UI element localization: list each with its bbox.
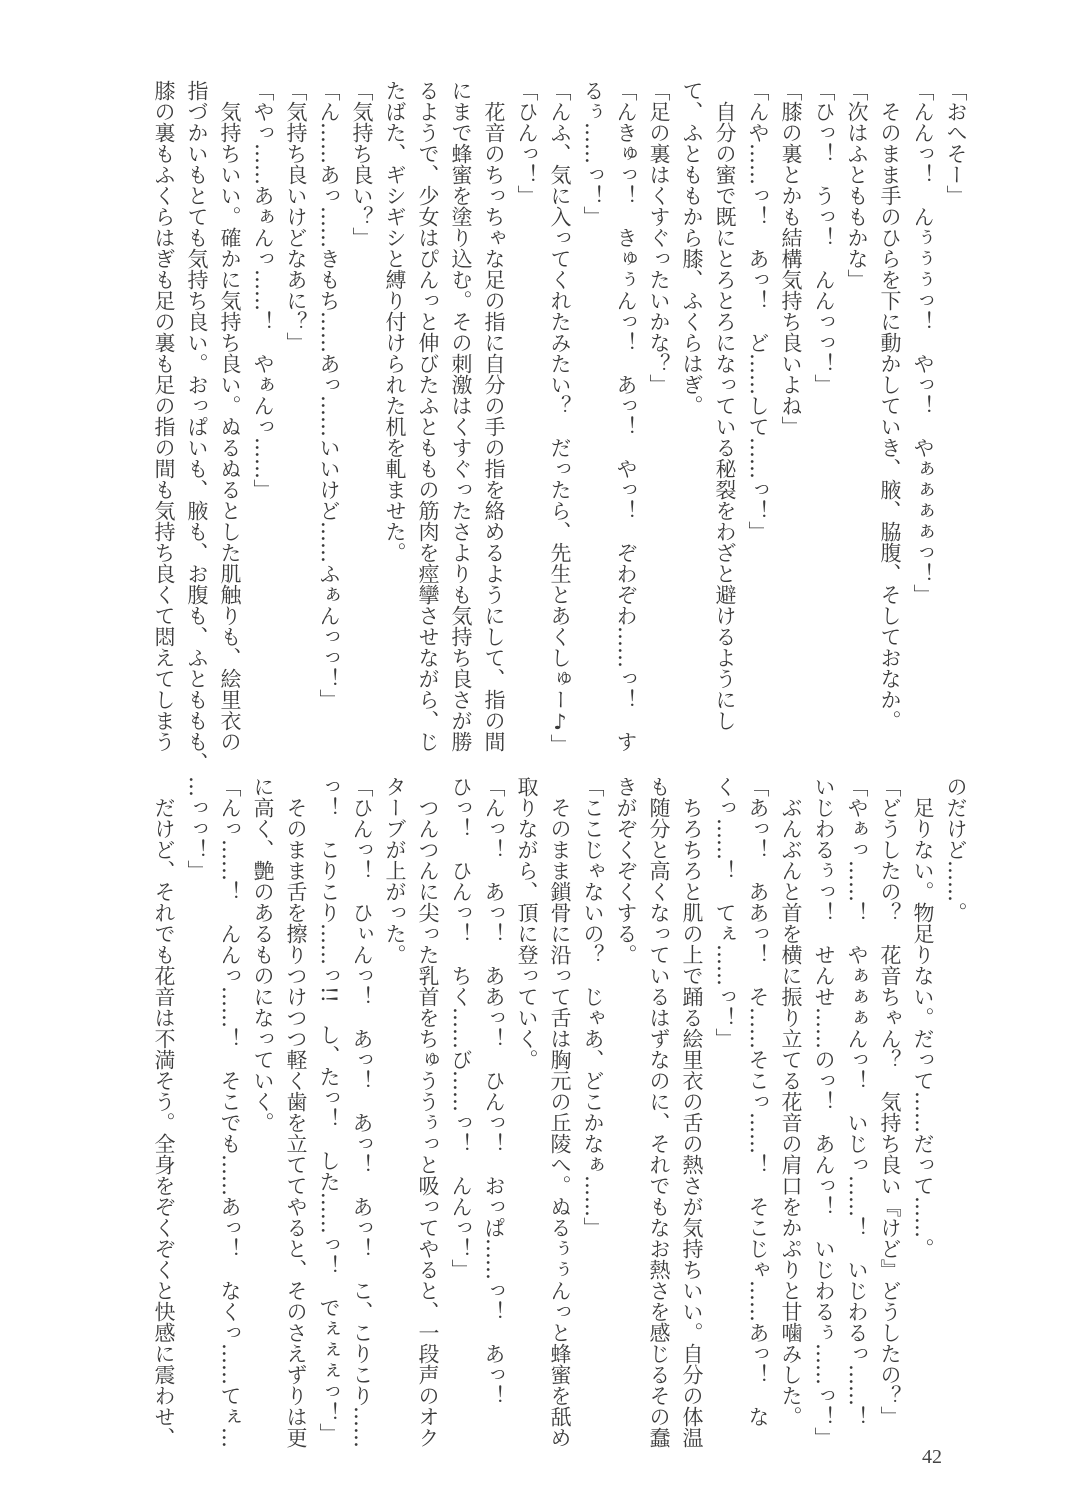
text-line: 「気持ち良い？」	[350, 80, 374, 248]
text-line: 「ひんっ！」	[515, 80, 539, 206]
text-line: 「やっ……あぁんっ……！ やぁんっ……」	[251, 80, 275, 500]
text-line: ぶんぶんと首を横に振り立てる花音の肩口をかぷりと甘噛みした。	[779, 776, 803, 1427]
text-line: そのまま舌を擦りつけつつ軽く歯を立ててやると、そのさえずりは更	[284, 776, 308, 1448]
text-line: つんつんに尖った乳首をちゅううぅっと吸ってやると、一段声のオク	[416, 776, 440, 1448]
text-line: に高く、艶のあるものになっていく。	[251, 776, 275, 1133]
text-line: 自分の蜜で既にとろとろになっている秘裂をわざと避けるようにし	[713, 80, 737, 731]
text-line: 「あっ！ ああっ！ そ……そこっ……！ そこじゃ……あっ！ な	[746, 776, 770, 1427]
text-line: も随分と高くなっているはずなのに、それでもなお熱さを感じるその蠢	[647, 776, 671, 1448]
text-line: 膝の裏もふくらはぎも足の裏も足の指の間も気持ち良くて悶えてしまう	[152, 80, 176, 752]
text-line: 「ここじゃないの？ じゃあ、どこかなぁ……」	[581, 776, 605, 1238]
text-line: 気持ちいい。確かに気持ち良い。ぬるぬるとした肌触りも、絵里衣の	[218, 80, 242, 752]
text-line: そのまま鎖骨に沿って舌は胸元の丘陵へ。ぬるぅぅんっと蜂蜜を舐め	[548, 776, 572, 1448]
text-line: 「おへそー」	[944, 80, 968, 206]
text-line: 指づかいもとても気持ち良い。おっぱいも、腋も、お腹も、ふとももも、	[185, 80, 209, 773]
text-line: 「んっ！ あっ！ ああっ！ ひんっ！ おっぱ……っ！ あっ！	[482, 776, 506, 1406]
text-line: て、ふとももから膝、ふくらはぎ。	[680, 80, 704, 416]
text-line: いじわるぅっ！ せんせ……のっ！ あんっ！ いじわるぅ……っ！」	[812, 776, 836, 1448]
text-line: だけど、それでも花音は不満そう。全身をぞくぞくと快感に震わせ、	[152, 776, 176, 1448]
text-block-bottom	[147, 776, 972, 1448]
text-line: たばた、ギシギシと縛り付けられた机を軋ませた。	[383, 80, 407, 563]
text-line: るぅ……っ！」	[581, 80, 605, 227]
text-block-top	[147, 80, 972, 773]
text-line: …っっ！」	[185, 776, 209, 881]
text-line: 「んっ……！ んんっ……！ そこでも……あっ！ なくっ……てぇ…	[218, 776, 242, 1448]
text-line: 取りながら、頂に登っていく。	[515, 776, 539, 1070]
text-line: そのまま手のひらを下に動かしていき、腋、脇腹、そしておなか。	[878, 80, 902, 731]
text-line: 「足の裏はくすぐったいかな？」	[647, 80, 671, 395]
text-line: のだけど……。	[944, 776, 968, 923]
text-line: ターブが上がった。	[383, 776, 407, 965]
text-line: 「膝の裏とかも結構気持ち良いよね」	[779, 80, 803, 437]
text-line: 「次はふとももかな」	[845, 80, 869, 290]
text-line: ちろちろと肌の上で踊る絵里衣の舌の熱さが気持ちいい。自分の体温	[680, 776, 704, 1448]
text-line: ひっ！ ひんっ！ ちく……び……っ！ んんっ！」	[449, 776, 473, 1280]
text-line: 「気持ち良いけどなあに？」	[284, 80, 308, 353]
text-line: っ！ こりこり……っ!! し、たっ！ した……っ！ でぇぇぇっ！」	[317, 776, 341, 1444]
text-line: きがぞくぞくする。	[614, 776, 638, 965]
text-line: 「んや……っ！ あっ！ ど……して……っ！」	[746, 80, 770, 542]
text-line: るようで、少女はぴんっと伸びたふとももの筋肉を痙攣させながら、じ	[416, 80, 440, 752]
text-line: 「やぁっ……！ やぁぁぁんっ！ いじっ……！ いじわるっ……！	[845, 776, 869, 1427]
text-line: 「ん……あっ……きもち……あっ……いいけど……ふぁんっっ！」	[317, 80, 341, 710]
text-line: 「どうしたの？ 花音ちゃん？ 気持ち良い『けど』どうしたの？」	[878, 776, 902, 1427]
text-line: くっ……！ てぇ……っ！」	[713, 776, 737, 1049]
text-line: 「んんっ！ んぅぅぅっ！ やっ！ やぁぁぁぁっ！」	[911, 80, 935, 605]
text-line: 「んきゅっ！ きゅぅんっ！ あっ！ やっ！ ぞわぞわ……っ！ す	[614, 80, 638, 752]
text-line: 「ひっ！ うっ！ んんっっ！」	[812, 80, 836, 395]
text-line: 足りない。物足りない。だって……だって……。	[911, 776, 935, 1259]
text-line: 花音のちっちゃな足の指に自分の手の指を絡めるようにして、指の間	[482, 80, 506, 752]
text-line: にまで蜂蜜を塗り込む。その刺激はくすぐったさよりも気持ち良さが勝	[449, 80, 473, 752]
text-line: 「ひんっ！ ひぃんっ！ あっ！ あっ！ あっ！ こ、こりこり……	[350, 776, 374, 1448]
page-number: 42	[922, 1446, 942, 1468]
text-line: 「んふ、気に入ってくれたみたい？ だったら、先生とあくしゅー♪」	[548, 80, 572, 755]
